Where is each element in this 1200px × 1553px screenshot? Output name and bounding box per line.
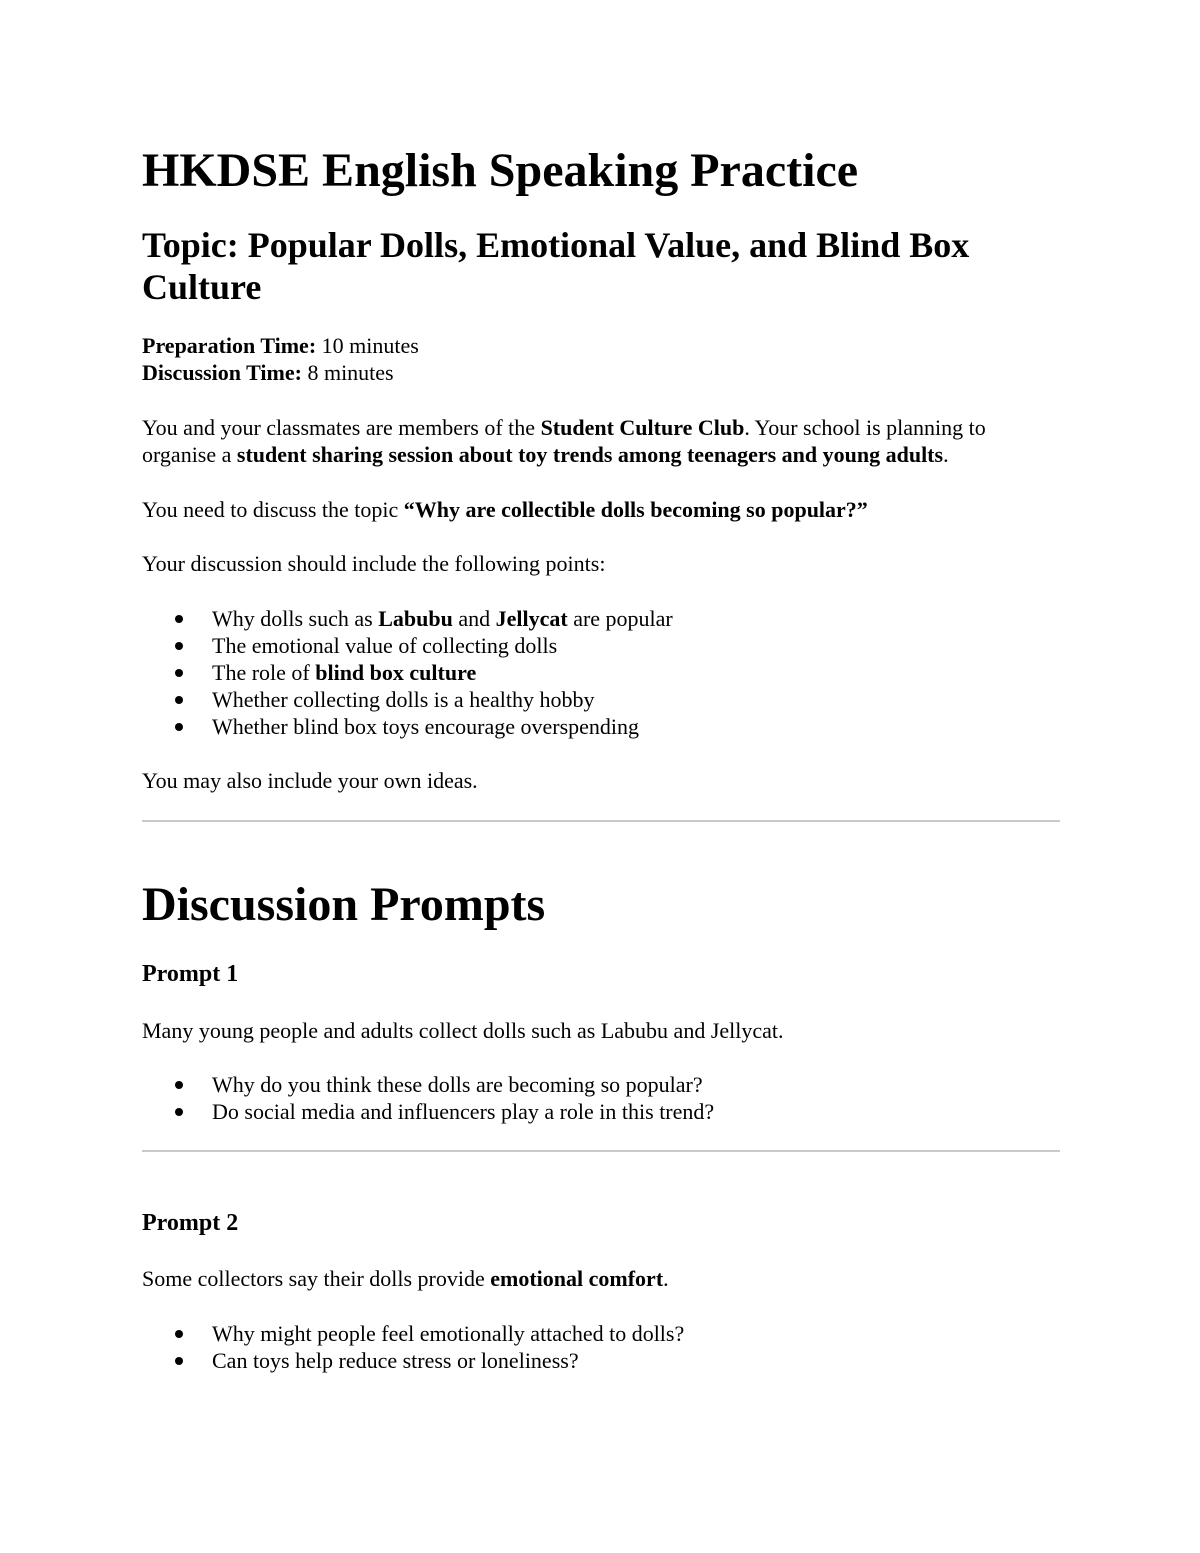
list-item: Why might people feel emotionally attached to dolls? <box>142 1320 684 1347</box>
club-name: Student Culture Club <box>540 415 745 440</box>
bullet-icon <box>175 615 183 623</box>
emphasis-emotional-comfort: emotional comfort <box>490 1266 664 1291</box>
list-item: Whether blind box toys encourage overspending <box>142 713 673 740</box>
bullet-icon <box>175 1081 183 1089</box>
bullet-icon <box>175 723 183 731</box>
intro-text: You and your classmates are members of the <box>142 415 541 440</box>
time-info <box>142 332 419 386</box>
session-name: student sharing session about toy trends among teenagers and young adults <box>236 442 944 467</box>
topic-heading: Topic: Popular Dolls, Emotional Value, and Blind Box Culture <box>142 225 970 307</box>
preparation-time-label: Preparation Time: <box>142 333 317 358</box>
discussion-points-list <box>142 605 673 740</box>
bullet-icon <box>175 642 183 650</box>
intro-text: . Your school is planning to organise a <box>142 415 986 467</box>
bullet-icon <box>175 669 183 677</box>
prompt-1-statement: Many young people and adults collect dolls such as Labubu and Jellycat. <box>142 1018 784 1043</box>
list-item: The emotional value of collecting dolls <box>142 632 673 659</box>
list-item: Why dolls such as Labubu and Jellycat are popular <box>142 605 673 632</box>
prompt-1-label: Prompt 1 <box>142 961 239 987</box>
bullet-icon <box>175 1330 183 1338</box>
prompts-heading: Discussion Prompts <box>142 878 546 931</box>
task-paragraph <box>142 496 868 523</box>
preparation-time <box>142 332 419 359</box>
list-item: Can toys help reduce stress or loneliness? <box>142 1347 684 1374</box>
list-item: The role of blind box culture <box>142 659 673 686</box>
discussion-time-label: Discussion Time: <box>142 360 302 385</box>
list-item: Do social media and influencers play a role in this trend? <box>142 1098 714 1125</box>
intro-text: . <box>943 442 949 467</box>
bullet-icon <box>175 1357 183 1365</box>
page-title: HKDSE English Speaking Practice <box>142 144 859 197</box>
prompt-2-label: Prompt 2 <box>142 1210 239 1236</box>
own-ideas-note: You may also include your own ideas. <box>142 768 478 793</box>
points-intro: Your discussion should include the following points: <box>142 551 606 576</box>
prompt-2-questions <box>142 1320 684 1374</box>
section-divider <box>142 820 1060 822</box>
discussion-time-value: 8 minutes <box>301 360 394 385</box>
preparation-time-value: 10 minutes <box>316 333 419 358</box>
list-item: Whether collecting dolls is a healthy hobby <box>142 686 673 713</box>
bullet-icon <box>175 1108 183 1116</box>
discussion-question: “Why are collectible dolls becoming so popular?” <box>403 497 868 522</box>
prompt-2-statement: Some collectors say their dolls provide emotional comfort. <box>142 1266 669 1291</box>
section-divider <box>142 1150 1060 1152</box>
prompt-1-questions <box>142 1071 714 1125</box>
intro-paragraph <box>142 414 1060 468</box>
task-text: You need to discuss the topic <box>142 497 404 522</box>
list-item: Why do you think these dolls are becoming so popular? <box>142 1071 714 1098</box>
discussion-time <box>142 359 419 386</box>
bullet-icon <box>175 696 183 704</box>
